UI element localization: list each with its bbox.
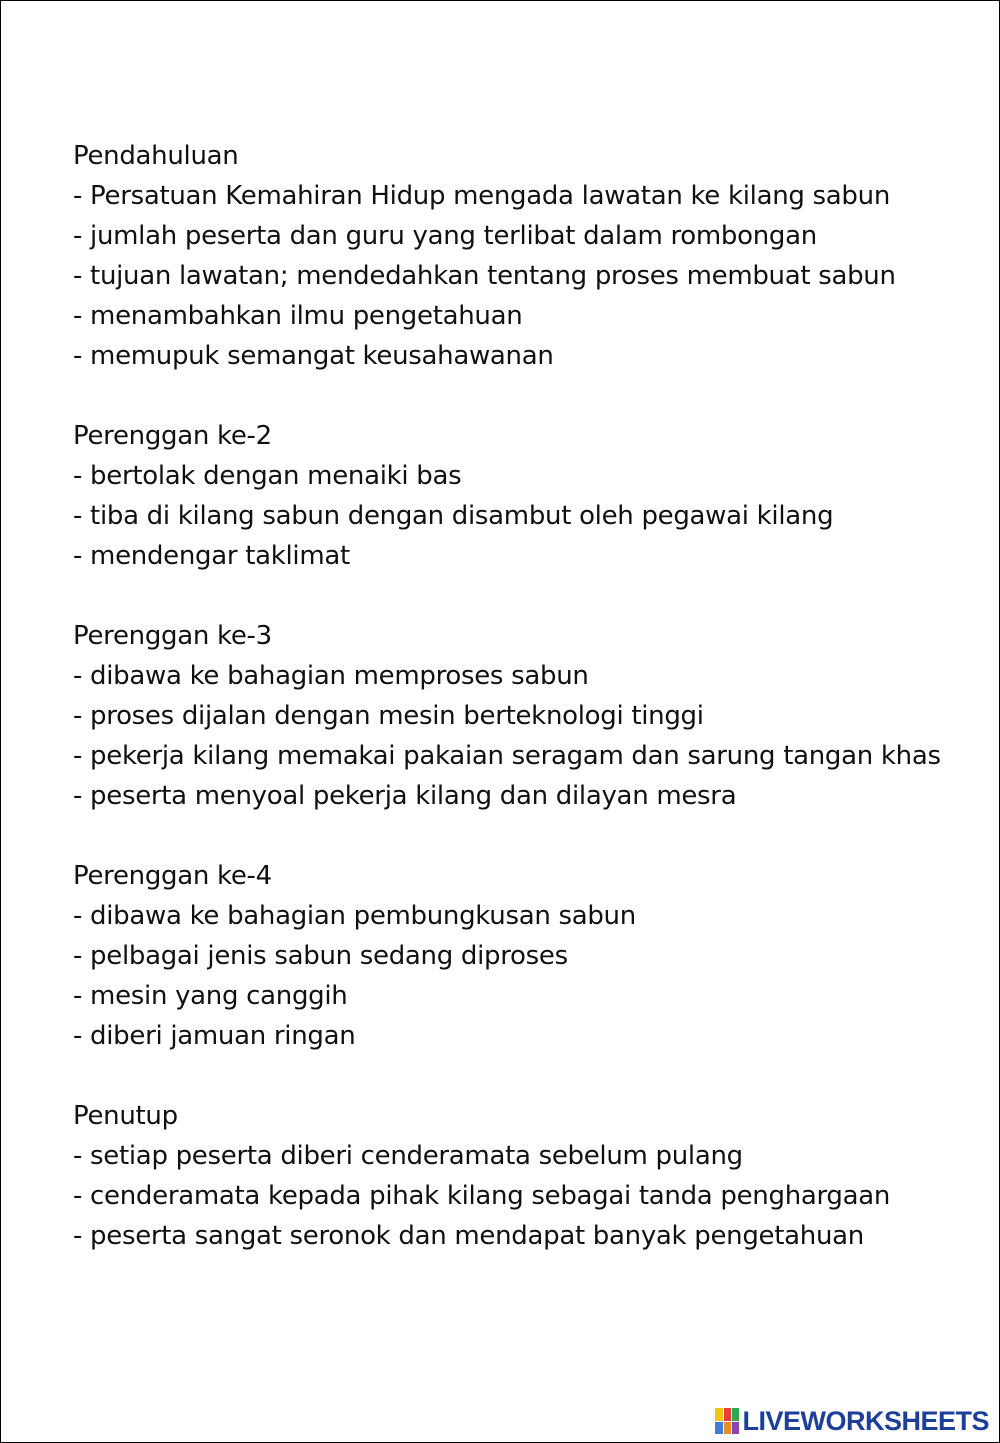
section-perenggan-2 [73, 416, 953, 576]
section-pendahuluan [73, 136, 953, 376]
liveworksheets-watermark [711, 1404, 993, 1438]
list-item: - tiba di kilang sabun dengan disambut oleh pegawai kilang [73, 501, 834, 531]
list-item: - peserta menyoal pekerja kilang dan dilayan mesra [73, 781, 737, 811]
list-item: - memupuk semangat keusahawanan [73, 341, 554, 371]
section-heading: Perenggan ke-2 [73, 421, 272, 451]
list-item: - tujuan lawatan; mendedahkan tentang proses membuat sabun [73, 261, 896, 291]
list-item: - cenderamata kepada pihak kilang sebagai tanda penghargaan [73, 1181, 891, 1211]
list-item: - Persatuan Kemahiran Hidup mengada lawatan ke kilang sabun [73, 181, 890, 211]
section-heading: Perenggan ke-3 [73, 621, 272, 651]
list-item: - pelbagai jenis sabun sedang diproses [73, 941, 568, 971]
section-heading: Penutup [73, 1101, 178, 1131]
list-item: - jumlah peserta dan guru yang terlibat dalam rombongan [73, 221, 817, 251]
list-item: - peserta sangat seronok dan mendapat banyak pengetahuan [73, 1221, 864, 1251]
section-penutup [73, 1096, 953, 1256]
list-item: - setiap peserta diberi cenderamata sebelum pulang [73, 1141, 743, 1171]
essay-outline [73, 136, 953, 1256]
list-item: - dibawa ke bahagian pembungkusan sabun [73, 901, 636, 931]
section-perenggan-4 [73, 856, 953, 1056]
list-item: - bertolak dengan menaiki bas [73, 461, 462, 491]
section-heading: Pendahuluan [73, 141, 239, 171]
section-perenggan-3 [73, 616, 953, 816]
watermark-text: LIVEWORKSHEETS [742, 1405, 989, 1436]
list-item: - dibawa ke bahagian memproses sabun [73, 661, 589, 691]
liveworksheets-logo-icon [715, 1408, 739, 1434]
section-heading: Perenggan ke-4 [73, 861, 272, 891]
list-item: - diberi jamuan ringan [73, 1021, 356, 1051]
list-item: - mendengar taklimat [73, 541, 350, 571]
list-item: - mesin yang canggih [73, 981, 348, 1011]
list-item: - pekerja kilang memakai pakaian seragam dan sarung tangan khas [73, 741, 941, 771]
list-item: - proses dijalan dengan mesin berteknologi tinggi [73, 701, 704, 731]
list-item: - menambahkan ilmu pengetahuan [73, 301, 523, 331]
